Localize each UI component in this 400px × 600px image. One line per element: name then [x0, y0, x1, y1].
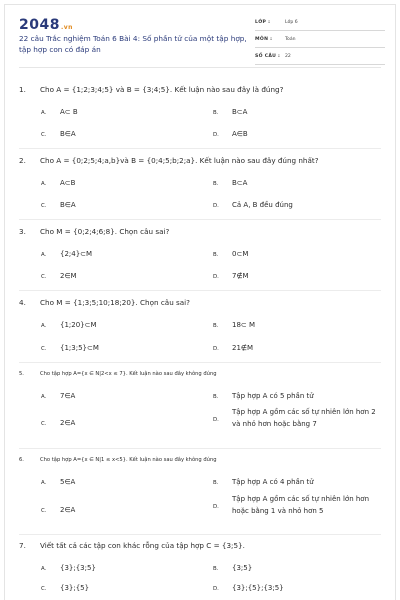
option-letter: C.	[41, 586, 47, 592]
question-number: 6.	[19, 457, 24, 463]
question-divider	[19, 362, 381, 363]
option-letter: A.	[41, 394, 47, 400]
option-letter: D.	[213, 586, 219, 592]
option-text: {3};{5};{3;5}	[232, 584, 284, 592]
option-d[interactable]	[213, 200, 293, 211]
option-text: Tập hợp A có 4 phần tử	[232, 478, 314, 486]
question-number: 1.	[19, 85, 26, 94]
question-divider	[19, 219, 381, 220]
option-letter: D.	[213, 504, 219, 510]
option-b[interactable]	[213, 107, 247, 118]
option-letter: C.	[41, 132, 47, 138]
option-d[interactable]	[213, 271, 249, 282]
quiz-meta	[255, 15, 385, 66]
option-text: B⊂A	[232, 179, 248, 187]
meta-value: Toán	[285, 37, 296, 42]
quiz-page	[4, 4, 396, 600]
option-a[interactable]	[41, 107, 78, 118]
option-letter: D.	[213, 417, 219, 423]
option-text: A∈B	[232, 130, 248, 138]
option-text: 5∈A	[60, 478, 76, 486]
option-letter: D.	[213, 203, 219, 209]
option-letter: C.	[41, 203, 47, 209]
question-text: Cho M = {1;3;5;10;18;20}. Chọn câu sai?	[40, 298, 190, 307]
question-stem	[19, 227, 169, 237]
option-letter: B.	[213, 323, 219, 329]
option-d[interactable]	[213, 494, 382, 517]
option-text: B⊂A	[232, 108, 248, 116]
quiz-title: 22 câu Trắc nghiệm Toán 6 Bài 4: Số phần tử của một tập hợp, tập hợp con có đáp án	[19, 34, 247, 54]
option-b[interactable]	[213, 320, 255, 331]
question-divider	[19, 448, 381, 449]
option-b[interactable]	[213, 178, 247, 189]
option-letter: B.	[213, 181, 219, 187]
question-stem	[19, 298, 190, 308]
option-c[interactable]	[41, 271, 77, 282]
option-d[interactable]	[213, 129, 248, 140]
meta-row-subject	[255, 32, 385, 48]
option-text: Tập hợp A gồm các số tự nhiên lớn hơn hoặc bằng 1 và nhỏ hơn 5	[232, 495, 370, 515]
option-letter: B.	[213, 394, 219, 400]
option-a[interactable]	[41, 178, 75, 189]
question-text: Cho A = {1;2;3;4;5} và B = {3;4;5}. Kết luận nào sau đây là đúng?	[40, 85, 284, 94]
option-letter: B.	[213, 480, 219, 486]
question-number: 3.	[19, 227, 26, 236]
option-letter: A.	[41, 480, 47, 486]
option-letter: A.	[41, 252, 47, 258]
option-text: 0⊂M	[232, 250, 249, 258]
option-text: Cả A, B đều đúng	[232, 201, 293, 209]
option-letter: C.	[41, 274, 47, 280]
question-number: 7.	[19, 541, 26, 550]
option-letter: D.	[213, 132, 219, 138]
option-c[interactable]	[41, 200, 76, 211]
option-letter: C.	[41, 508, 47, 514]
meta-label: MÔN :	[255, 37, 273, 42]
option-letter: B.	[213, 110, 219, 116]
option-letter: A.	[41, 566, 47, 572]
option-d[interactable]	[213, 583, 284, 594]
header-divider	[19, 67, 381, 68]
option-letter: B.	[213, 566, 219, 572]
option-letter: B.	[213, 252, 219, 258]
question-divider	[19, 534, 381, 535]
option-letter: D.	[213, 274, 219, 280]
option-text: {3};{5}	[60, 584, 90, 592]
question-stem	[19, 156, 319, 166]
question-text: Viết tất cả các tập con khác rỗng của tập hợp C = {3;5}.	[40, 541, 245, 550]
option-c[interactable]	[41, 418, 75, 429]
option-text: {1;20}⊂M	[60, 321, 97, 329]
option-text: 21∉M	[232, 344, 254, 352]
option-text: {1;3;5}⊂M	[60, 344, 99, 352]
option-b[interactable]	[213, 563, 252, 574]
option-text: 2∈A	[60, 419, 76, 427]
meta-row-grade	[255, 15, 385, 31]
option-text: 7∈A	[60, 392, 76, 400]
option-text: A⊂ B	[60, 108, 78, 116]
option-letter: A.	[41, 181, 47, 187]
option-text: 18⊂ M	[232, 321, 256, 329]
option-text: Tập hợp A gồm các số tự nhiên lớn hơn 2 và nhỏ hơn hoặc bằng 7	[232, 408, 376, 428]
option-b[interactable]	[213, 391, 314, 402]
question-stem	[19, 85, 283, 95]
option-text: {3};{3;5}	[60, 564, 96, 572]
page-header	[5, 5, 397, 67]
option-d[interactable]	[213, 407, 382, 430]
meta-label: LỚP :	[255, 20, 271, 25]
option-letter: A.	[41, 323, 47, 329]
option-text: {3;5}	[232, 564, 253, 572]
option-text: 2∈A	[60, 506, 76, 514]
option-text: B∈A	[60, 201, 76, 209]
question-text: Cho tập hợp A={x ∈ N|1 ≤ x<5}. Kết luận nào sau đây không đúng	[40, 457, 217, 463]
option-letter: C.	[41, 346, 47, 352]
question-divider	[19, 290, 381, 291]
meta-value: 22	[285, 54, 291, 59]
option-b[interactable]	[213, 477, 314, 488]
option-a[interactable]	[41, 320, 97, 331]
option-d[interactable]	[213, 343, 253, 354]
option-c[interactable]	[41, 343, 99, 354]
option-a[interactable]	[41, 249, 92, 260]
option-c[interactable]	[41, 505, 75, 516]
question-stem	[19, 541, 245, 551]
meta-label: SỐ CÂU :	[255, 54, 281, 59]
question-stem	[19, 455, 217, 465]
option-a[interactable]	[41, 477, 75, 488]
question-text: Cho tập hợp A={x ∈ N|2<x ≤ 7}. Kết luận nào sau đây không đúng	[40, 371, 217, 377]
question-number: 2.	[19, 156, 26, 165]
question-stem	[19, 369, 217, 379]
option-text: 7∉M	[232, 272, 249, 280]
question-divider	[19, 148, 381, 149]
logo-main: 2048	[19, 17, 60, 33]
option-b[interactable]	[213, 249, 248, 260]
option-letter: C.	[41, 421, 47, 427]
option-text: Tập hợp A có 5 phần tử	[232, 392, 314, 400]
question-number: 4.	[19, 298, 26, 307]
logo-tld: .vn	[60, 24, 73, 31]
option-a[interactable]	[41, 391, 75, 402]
option-a[interactable]	[41, 563, 96, 574]
option-text: {2;4}⊂M	[60, 250, 93, 258]
question-number: 5.	[19, 371, 24, 377]
option-letter: A.	[41, 110, 47, 116]
meta-row-count	[255, 49, 385, 65]
option-c[interactable]	[41, 129, 76, 140]
option-letter: D.	[213, 346, 219, 352]
question-text: Cho M = {0;2;4;6;8}. Chọn câu sai?	[40, 227, 170, 236]
option-text: B∈A	[60, 130, 76, 138]
option-c[interactable]	[41, 583, 89, 594]
site-logo[interactable]	[19, 17, 73, 33]
meta-value: Lớp 6	[285, 20, 298, 25]
question-text: Cho A = {0;2;5;4;a,b}và B = {0;4;5;b;2;a}. Kết luận nào sau đây đúng nhất?	[40, 156, 319, 165]
option-text: A⊂B	[60, 179, 76, 187]
option-text: 2∈M	[60, 272, 77, 280]
